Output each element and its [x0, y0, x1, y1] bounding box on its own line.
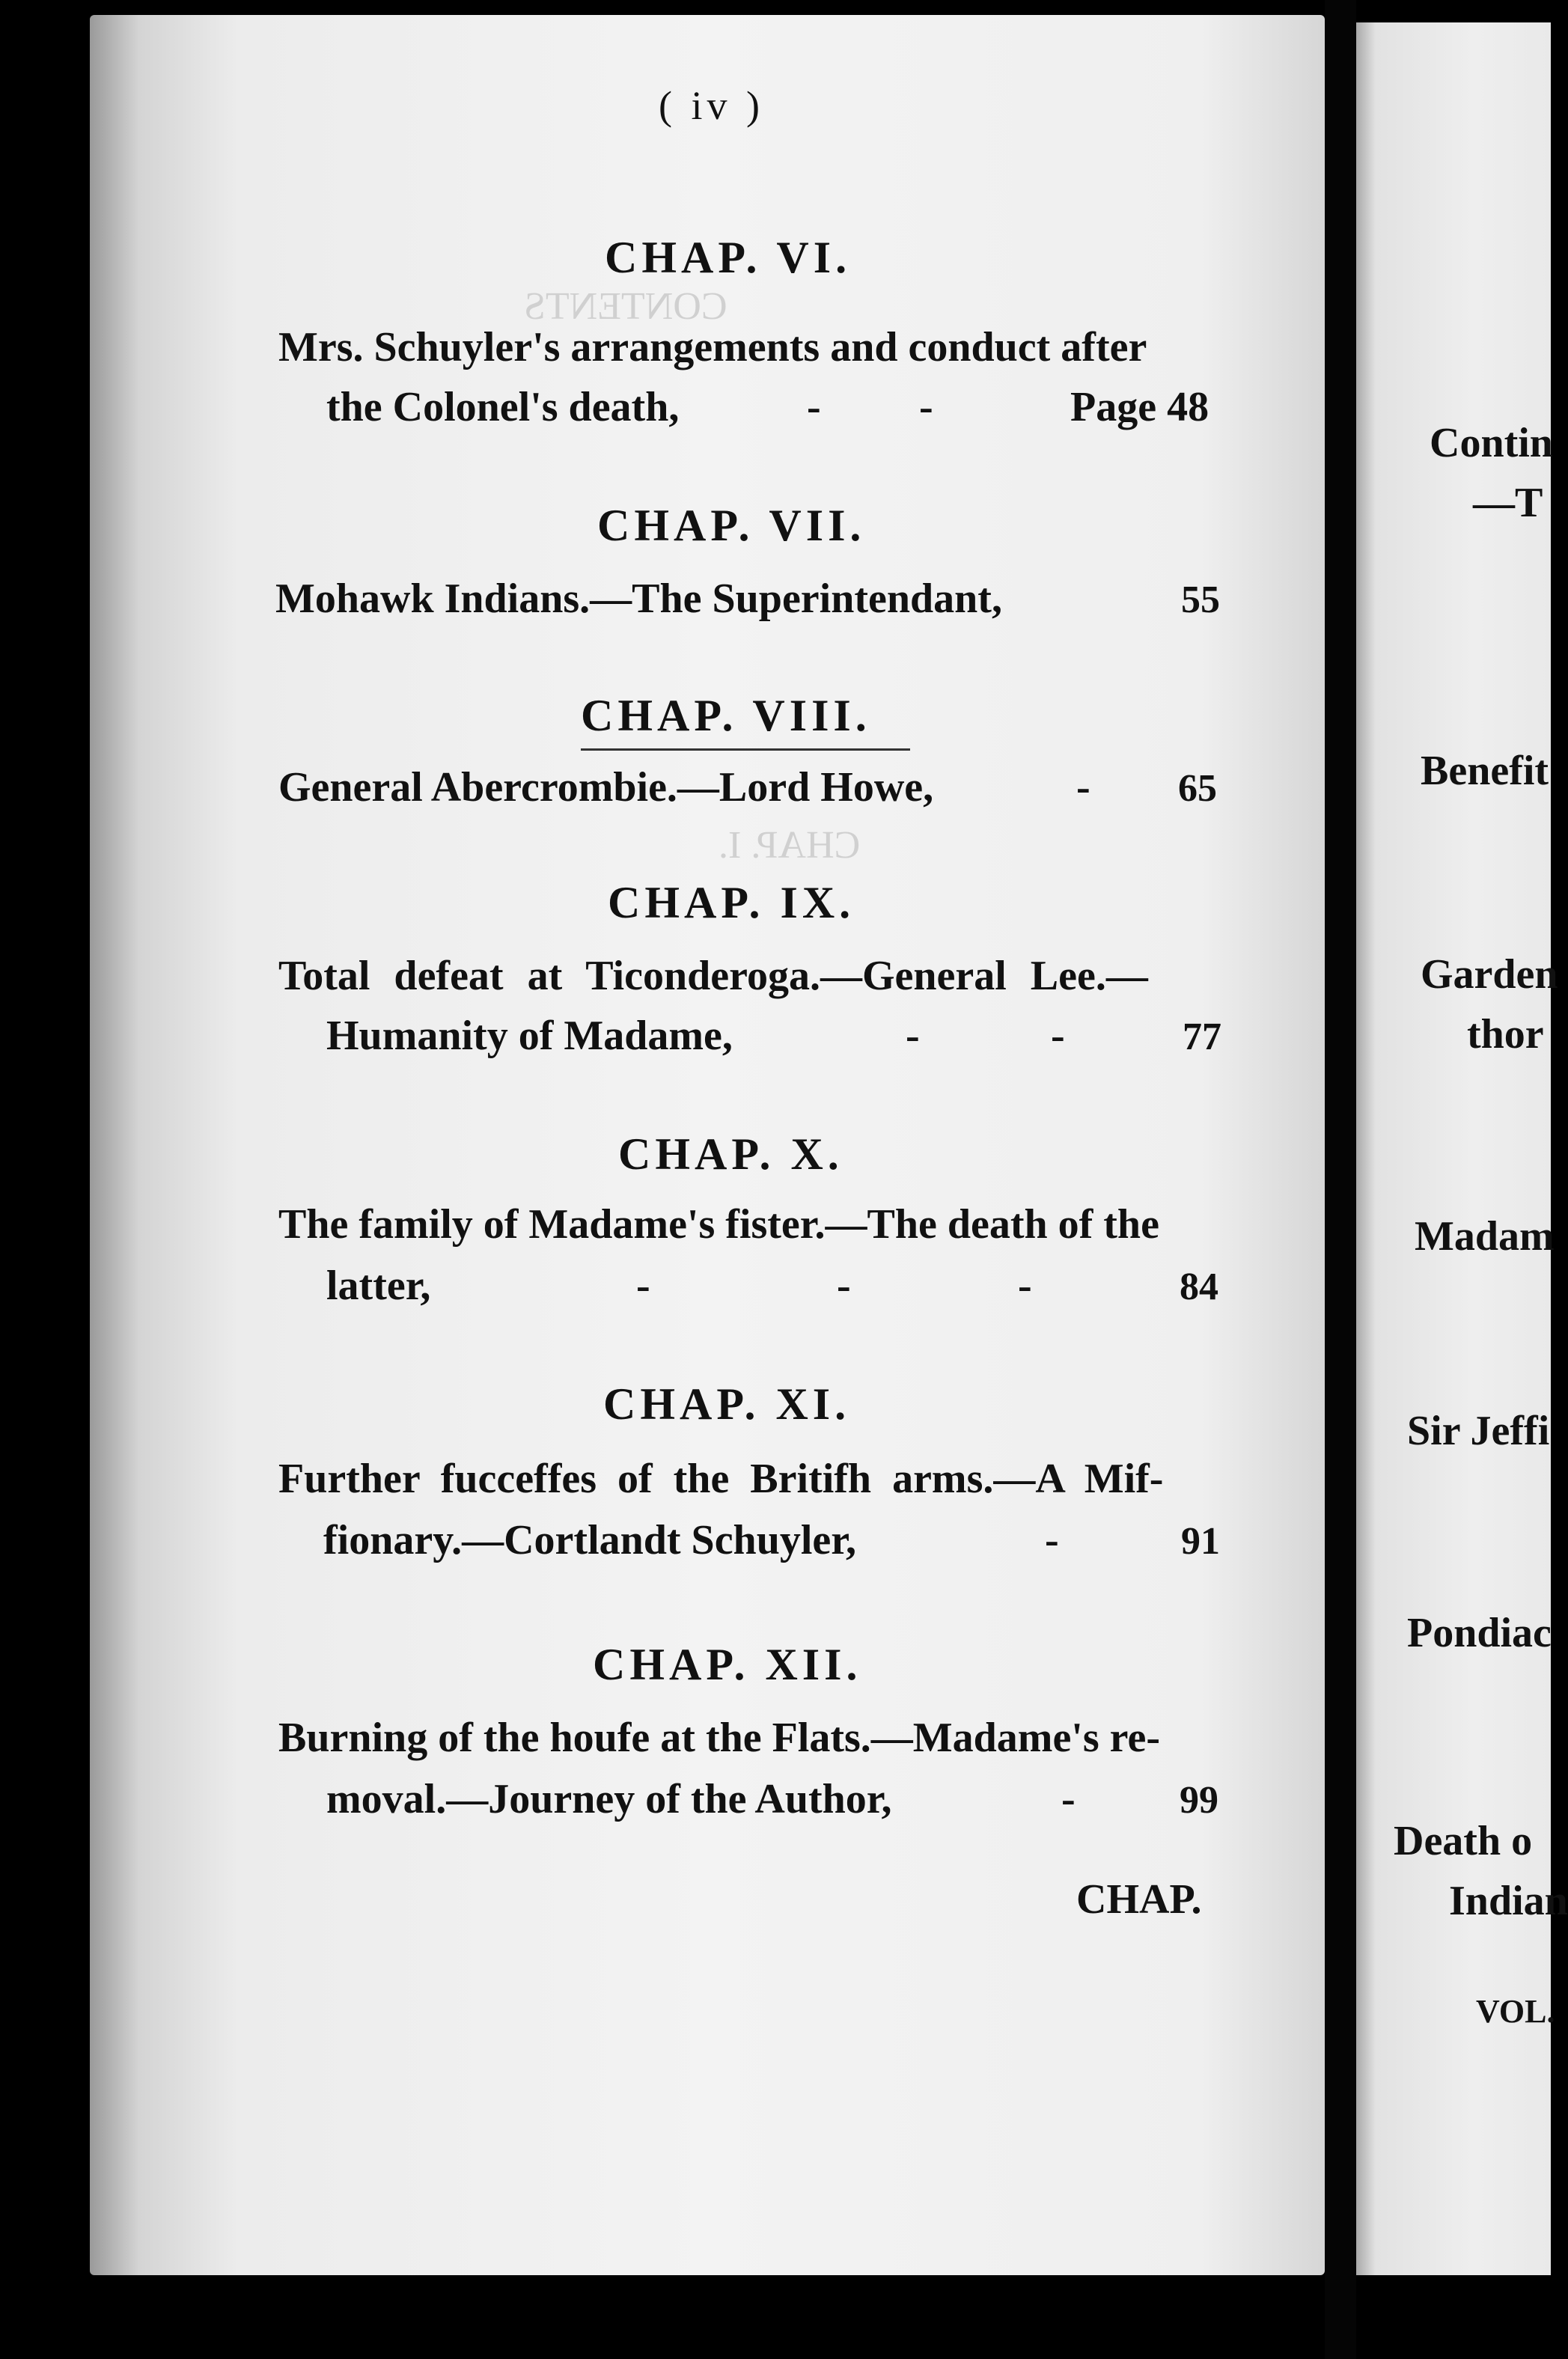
page-reference: 84 [1180, 1266, 1218, 1308]
chapter-heading: CHAP. IX. [608, 878, 855, 927]
right-page [1356, 22, 1551, 2275]
chapter-heading: CHAP. VIII. [581, 691, 871, 740]
chapter-title: fionary.—Cortlandt Schuyler, [323, 1517, 856, 1563]
chapter-title: General Abercrombie.—Lord Howe, [278, 764, 934, 811]
chapter-title: Total defeat at Ticonderoga.—General Lee.— [278, 953, 1148, 999]
right-page-line: Garden [1421, 951, 1558, 998]
page-number: ( iv ) [659, 83, 764, 128]
chapter-title: Mrs. Schuyler's arrangements and conduct after [278, 324, 1147, 370]
page-reference: 91 [1181, 1520, 1220, 1563]
leader-dash: - [1051, 1013, 1065, 1059]
leader-dash: - [837, 1263, 851, 1309]
chapter-title: Mohawk Indians.—The Superintendant, [275, 576, 1002, 622]
leader-dash: - [636, 1263, 650, 1309]
right-page-line: —T [1473, 480, 1543, 526]
page-reference: 99 [1180, 1779, 1218, 1822]
catchword: CHAP. [1076, 1876, 1202, 1923]
book-gutter [1325, 0, 1356, 2359]
page-reference: 77 [1183, 1016, 1221, 1058]
chapter-heading: CHAP. X. [618, 1129, 844, 1179]
right-page-line: Death o [1394, 1818, 1533, 1864]
right-page-line: Contin [1430, 420, 1553, 466]
chapter-title: the Colonel's death, [326, 384, 680, 430]
chapter-heading: CHAP. VI. [605, 233, 852, 282]
chapter-title: Burning of the houfe at the Flats.—Madame's re- [278, 1715, 1160, 1761]
page-reference: 55 [1181, 579, 1220, 621]
right-page-line: Benefit [1421, 748, 1549, 794]
bleed-through-text: CHAP. I. [719, 824, 861, 867]
right-page-line: Madam [1415, 1213, 1555, 1260]
leader-dash: - [807, 384, 821, 430]
leader-dash: - [1018, 1263, 1032, 1309]
page-reference: Page 48 [1070, 384, 1209, 430]
chapter-heading: CHAP. XII. [593, 1640, 862, 1689]
chapter-title: Further fucceffes of the Britifh arms.—A Mif- [278, 1456, 1164, 1502]
chapter-title: moval.—Journey of the Author, [326, 1776, 892, 1822]
leader-dash: - [1045, 1517, 1059, 1563]
right-page-line: VOL. [1476, 1993, 1555, 2030]
right-page-line: Indian [1449, 1878, 1568, 1924]
page-reference: 65 [1178, 767, 1217, 810]
right-page-line: thor [1467, 1011, 1544, 1058]
leader-dash: - [919, 384, 933, 430]
chapter-heading: CHAP. XI. [603, 1379, 851, 1429]
right-page-line: Pondiac [1407, 1610, 1552, 1656]
right-page-line: Sir Jeffi [1407, 1408, 1550, 1454]
leader-dash: - [906, 1013, 920, 1059]
leader-dash: - [1061, 1776, 1076, 1822]
heading-underline [581, 748, 910, 751]
bleed-through-text: CONTENTS [524, 285, 727, 328]
chapter-heading: CHAP. VII. [597, 501, 866, 550]
leader-dash: - [1076, 764, 1090, 811]
chapter-title: Humanity of Madame, [326, 1013, 733, 1059]
chapter-title: latter, [326, 1263, 431, 1309]
chapter-title: The family of Madame's fister.—The death of the [278, 1201, 1159, 1248]
